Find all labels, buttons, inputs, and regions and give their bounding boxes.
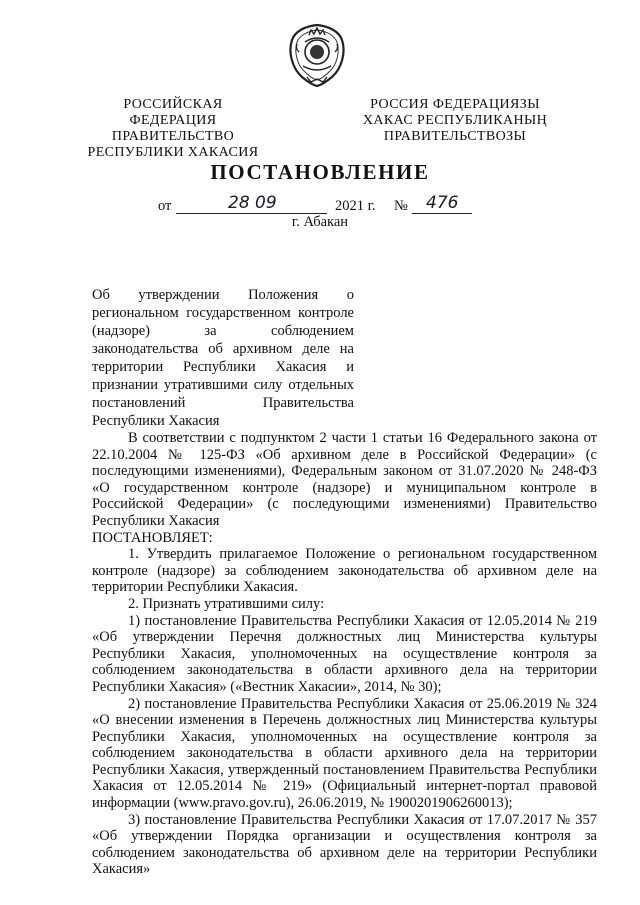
body-paragraph: 1) постановление Правительства Республики Хакасия от 12.05.2014 № 219 «Об утверждении Перечня должностных лиц Министерства культуры Республики Хакасия, уполномоченных на осуществление контроля за соблюдением законодательства в области архивного дела на территории Республики Хакасия» («Вестник Хакасии», 2014, № 30);: [92, 612, 597, 695]
subject-text: Об утверждении Положения о региональном государственном контроле (надзоре) за соблюдением законодательства об архивном деле на территории Республики Хакасия и признании утратившими силу отдельных постановлений Правительства Республики Хакасия: [92, 287, 354, 429]
body-paragraph: 1. Утвердить прилагаемое Положение о региональном государственном контроле (надзоре) за соблюдением законодательства об архивном деле на территории Республики Хакасия.: [92, 546, 597, 596]
header-left-line: РЕСПУБЛИКИ ХАКАСИЯ: [87, 145, 259, 160]
header-left-block: [78, 97, 268, 161]
body-paragraph: 3) постановление Правительства Республики Хакасия от 17.07.2017 № 357 «Об утверждении Порядка организации и осуществления контроля за соблюдением законодательства об архивном деле на территории Республики Хакасия»: [92, 811, 597, 878]
header-left-line: РОССИЙСКАЯ ФЕДЕРАЦИЯ: [123, 97, 223, 128]
body-paragraph-resolves: ПОСТАНОВЛЯЕТ:: [92, 529, 213, 546]
number-label: №: [394, 198, 408, 214]
subject-block: [92, 286, 354, 430]
header-right-line: ХАКАС РЕСПУБЛИКАНЫҢ: [362, 113, 548, 128]
body-text: [92, 430, 597, 878]
header-right-line: ПРАВИТЕЛЬСТВОЗЫ: [383, 129, 527, 144]
document-title: ПОСТАНОВЛЕНИЕ: [210, 160, 430, 184]
header-right-block: [360, 97, 550, 145]
number-handwritten: 476: [426, 193, 459, 213]
date-from-label: от: [158, 198, 172, 214]
header-right-line: РОССИЯ ФЕДЕРАЦИЯЗЫ: [370, 97, 540, 112]
date-handwritten: 28 09: [228, 193, 277, 213]
body-paragraph: 2) постановление Правительства Республики Хакасия от 25.06.2019 № 324 «О внесении изменения в Перечень должностных лиц Министерства культуры Республики Хакасия, уполномоченных на осуществление контроля за соблюдением законодательства в области архивного дела на территории Республики Хакасия, утвержденный постановлением Правительства Республики Хакасия от 12.05.2014 № 219» (Официальный интернет-портал правовой информации (www.pravo.gov.ru), 26.06.2019, № 1900201906260013);: [92, 695, 597, 812]
city-label: г. Абакан: [291, 214, 349, 230]
body-paragraph: В соответствии с подпунктом 2 части 1 статьи 16 Федерального закона от 22.10.2004 № 125-ФЗ «Об архивном деле в Российской Федерации» (с последующими изменениями), Федеральным законом от 31.07.2020 № 248-ФЗ «О государственном контроле (надзоре) и муниципальном контроле в Российской Федерации» (с последующими изменениями) Правительство Республики Хакасия: [92, 430, 597, 529]
body-paragraph: 2. Признать утратившими силу:: [128, 595, 325, 612]
coat-of-arms-emblem: [287, 22, 347, 88]
header-left-line: ПРАВИТЕЛЬСТВО: [111, 129, 235, 144]
year-label: 2021 г.: [335, 198, 376, 214]
